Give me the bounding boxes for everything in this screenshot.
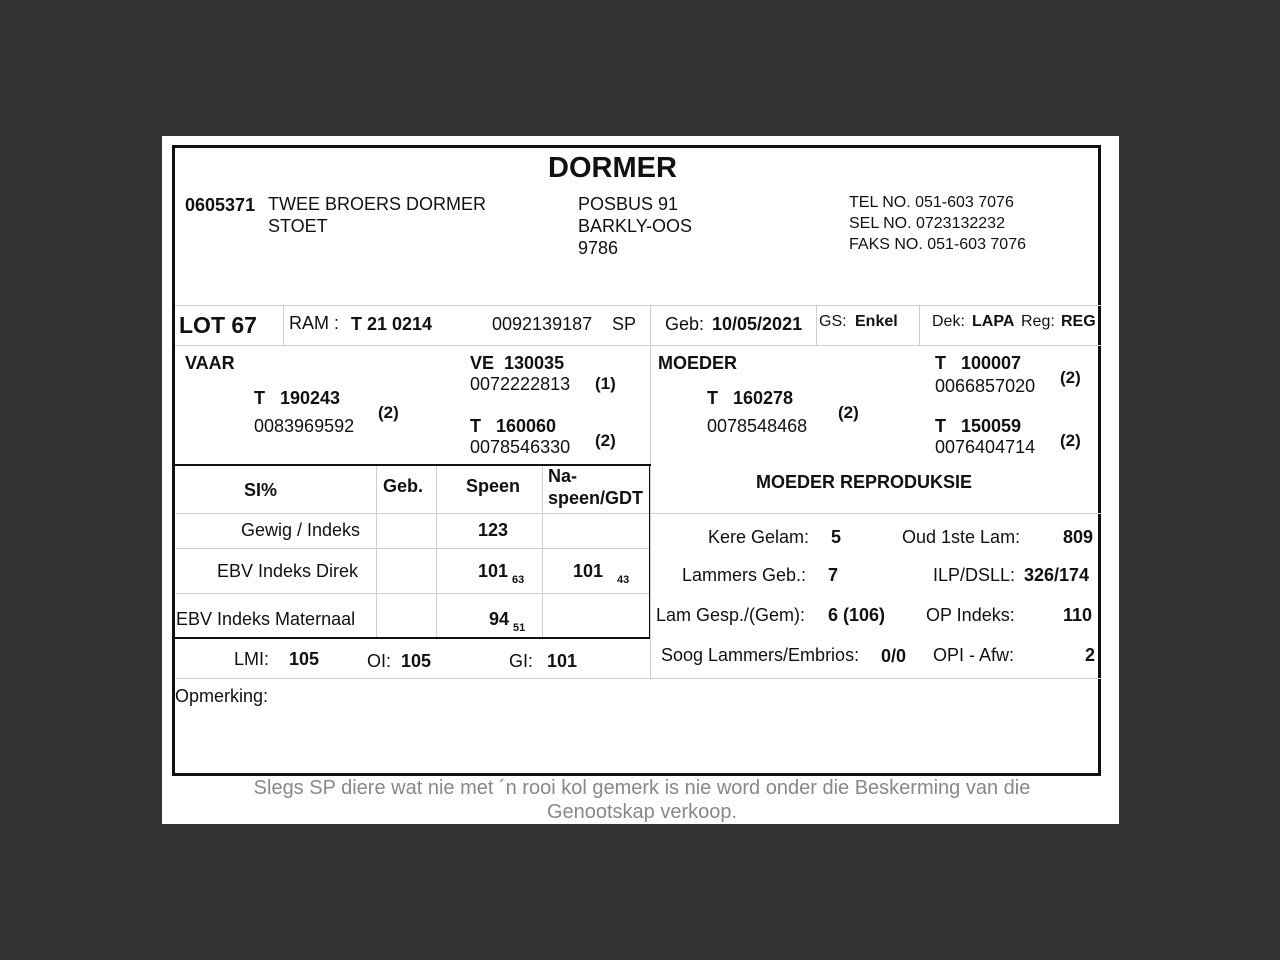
divider — [176, 513, 649, 514]
kere-gelam-label: Kere Gelam: — [708, 527, 810, 547]
oi-label: OI: — [367, 651, 392, 671]
sire-count: (2) — [378, 403, 399, 422]
table-header-speen: Speen — [466, 476, 521, 496]
ram-label: RAM : — [289, 313, 340, 333]
oud-1ste-lam-label: Oud 1ste Lam: — [902, 527, 1021, 547]
row-label-ebv-direk: EBV Indeks Direk — [217, 561, 359, 581]
dam-sire-id: T 100007 — [935, 353, 1022, 373]
owner-line-2: STOET — [268, 216, 328, 236]
gewig-speen-value: 123 — [478, 520, 509, 540]
lmi-value: 105 — [289, 649, 320, 669]
dam-dam-id: T 150059 — [935, 416, 1022, 436]
divider — [651, 513, 1101, 514]
table-header-si: SI% — [244, 480, 278, 500]
divider — [176, 593, 649, 594]
row-label-gewig: Gewig / Indeks — [241, 520, 361, 540]
sire-label: VAAR — [185, 353, 235, 373]
opi-afw-label: OPI - Afw: — [933, 645, 1015, 665]
disclaimer-text: Slegs SP diere wat nie met ´n rooi kol gemerk is nie word onder die Beskerming van die Genootskap verkoop. — [253, 777, 1031, 823]
divider — [176, 678, 651, 679]
divider — [651, 678, 1101, 679]
dam-count: (2) — [838, 403, 859, 422]
opi-afw-value: 2 — [1085, 645, 1096, 665]
table-header-na: Na- — [548, 466, 578, 486]
reg-label: Reg: — [1021, 313, 1055, 330]
divider — [436, 466, 437, 637]
dam-dam-number: 0076404714 — [935, 437, 1036, 457]
birth-label: Geb: — [665, 314, 705, 334]
tel-number: TEL NO. 051-603 7076 — [849, 194, 1014, 211]
ram-reg-number: 0092139187 — [492, 314, 593, 334]
ebv-direk-naspeen-accuracy: 43 — [617, 574, 630, 586]
divider — [175, 345, 1101, 346]
lmi-label: LMI: — [234, 649, 270, 669]
divider — [283, 305, 284, 345]
member-number: 0605371 — [185, 195, 256, 215]
faks-number: FAKS NO. 051-603 7076 — [849, 236, 1026, 253]
lam-gesp-value: 6 (106) — [828, 605, 886, 625]
divider — [542, 466, 543, 637]
dam-number: 0078548468 — [707, 416, 808, 436]
sire-dam-count: (2) — [595, 431, 616, 450]
address-line-1: POSBUS 91 — [578, 194, 679, 214]
gs-value: Enkel — [855, 313, 898, 330]
dek-label: Dek: — [932, 313, 965, 330]
address-line-2: BARKLY-OOS — [578, 216, 693, 236]
divider — [176, 548, 649, 549]
divider — [376, 466, 377, 637]
ilp-dsll-label: ILP/DSLL: — [933, 565, 1016, 585]
divider — [650, 305, 651, 465]
sire-dam-number: 0078546330 — [470, 437, 571, 457]
dam-sire-number: 0066857020 — [935, 376, 1036, 396]
dam-label: MOEDER — [658, 353, 738, 373]
dam-dam-count: (2) — [1060, 431, 1081, 450]
ebv-direk-naspeen-value: 101 $_{43}$ — [573, 561, 630, 586]
table-header-geb: Geb. — [383, 476, 424, 496]
ram-reg-suffix: SP — [612, 314, 637, 334]
table-border — [174, 464, 651, 466]
divider — [175, 305, 1101, 306]
sel-number: SEL NO. 0723132232 — [849, 215, 1005, 232]
address-line-3: 9786 — [578, 238, 619, 258]
birth-date: 10/05/2021 — [712, 314, 803, 334]
sire-sire-number: 0072222813 — [470, 374, 571, 394]
dam-sire-count: (2) — [1060, 368, 1081, 387]
sire-id: T 190243 — [254, 388, 341, 408]
gs-label: GS: — [819, 313, 847, 330]
ebv-maternaal-speen-value: 94 $_{51}$ — [489, 609, 526, 634]
reg-value: REG — [1061, 313, 1096, 330]
sire-number: 0083969592 — [254, 416, 355, 436]
oud-1ste-lam-value: 809 — [1063, 527, 1094, 547]
sire-sire-count: (1) — [595, 374, 616, 393]
lot-number: LOT 67 — [179, 312, 257, 338]
soog-lammers-label: Soog Lammers/Embrios: — [661, 645, 860, 665]
reproduction-title: MOEDER REPRODUKSIE — [756, 472, 973, 492]
table-border — [174, 637, 651, 639]
lot-card — [162, 136, 1119, 824]
dek-value: LAPA — [972, 313, 1015, 330]
lammers-geb-label: Lammers Geb.: — [682, 565, 807, 585]
sire-dam-id: T 160060 — [470, 416, 557, 436]
remarks-label: Opmerking: — [175, 686, 269, 706]
owner-line-1: TWEE BROERS DORMER — [268, 194, 487, 214]
divider — [919, 305, 920, 345]
gi-label: GI: — [509, 651, 534, 671]
ram-id: T 21 0214 — [351, 314, 433, 334]
breed-title: DORMER — [548, 152, 677, 184]
ebv-maternaal-speen-accuracy: 51 — [513, 622, 526, 634]
ebv-direk-speen-accuracy: 63 — [512, 574, 525, 586]
dam-id: T 160278 — [707, 388, 794, 408]
kere-gelam-value: 5 — [831, 527, 842, 547]
lammers-geb-value: 7 — [828, 565, 839, 585]
op-indeks-label: OP Indeks: — [926, 605, 1015, 625]
oi-value: 105 — [401, 651, 432, 671]
soog-lammers-value: 0/0 — [881, 646, 907, 666]
divider — [816, 305, 817, 345]
op-indeks-value: 110 — [1063, 605, 1093, 625]
divider — [650, 466, 651, 680]
lam-gesp-label: Lam Gesp./(Gem): — [656, 605, 806, 625]
ebv-direk-speen-value: 101 $_{63}$ — [478, 561, 525, 586]
ilp-dsll-value: 326/174 — [1024, 565, 1090, 585]
sire-sire-id: VE 130035 — [470, 353, 565, 373]
table-header-speen-gdt: speen/GDT — [548, 488, 644, 508]
gi-value: 101 — [547, 651, 578, 671]
row-label-ebv-maternaal: EBV Indeks Maternaal — [176, 609, 356, 629]
